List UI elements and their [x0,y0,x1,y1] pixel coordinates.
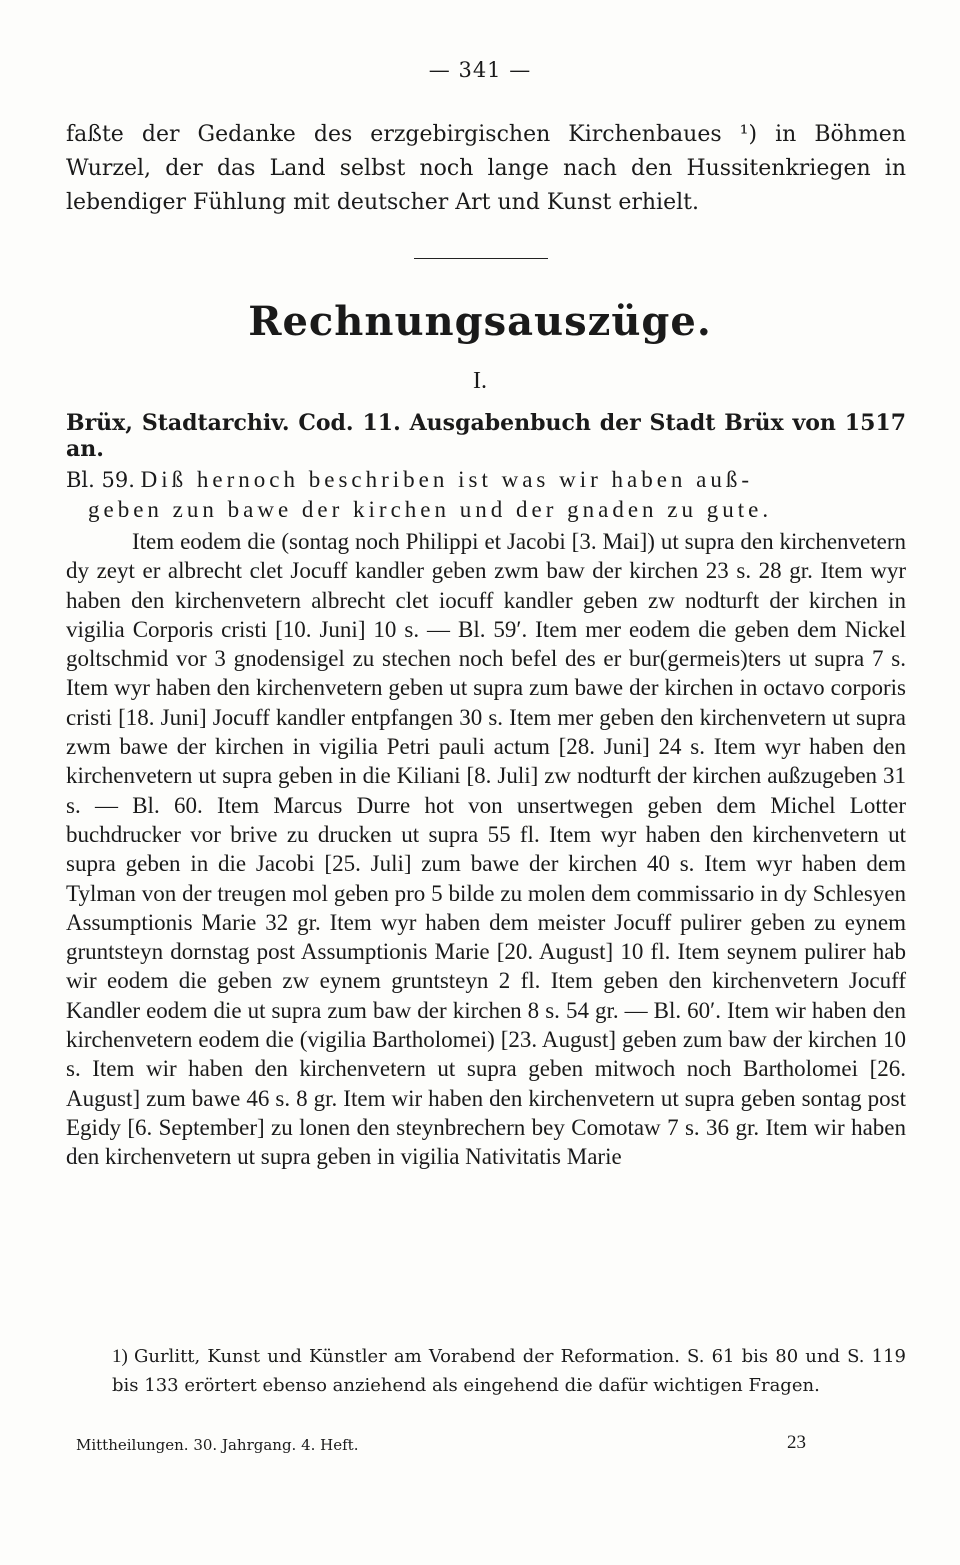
intro-text: faßte der Gedanke des erzgebirgischen Kirchenbaues ¹) in Böhmen Wurzel, der das Land selbst noch lange nach den Hussitenkriegen in lebendiger Fühlung mit deutscher Art und Kunst erhielt. [66,122,906,215]
footnote [112,1342,906,1400]
footnote-text: Gurlitt, Kunst und Künstler am Vorabend der Reformation. S. 61 bis 80 und S. 119 bis 133 erörtert ebenso anziehend als eingehend die dafür wichtigen Fragen. [112,1346,906,1396]
footnote-number: 1) [112,1346,128,1367]
entry-heading-line1: Diß hernoch beschriben ist was wir haben auß- [140,467,754,492]
sheet-number: 23 [787,1432,806,1453]
section-numeral: I. [473,368,487,394]
entry-heading-line2: geben zun bawe der kirchen und der gnaden zu gute. [88,497,773,522]
ledger-body [66,527,906,1172]
section-heading: Rechnungsauszüge. [248,298,712,345]
folio-reference: Bl. 59. [66,468,135,492]
journal-signature: Mittheilungen. 30. Jahrgang. 4. Heft. [76,1436,359,1454]
section-divider [414,258,548,259]
ledger-text: Item eodem die (sontag noch Philippi et Jacobi [3. Mai]) ut supra den kirchenvetern dy zeyt er albrecht clet Jocuff kandler geben zwm baw der kirchen 23 s. 28 gr. Item wyr haben den kirchenvetern albrecht clet iocuff kandler geben zw nodturft der kirchen in vigilia Corporis cristi [10. Juni] 10 s. — Bl. 59′. Item mer eodem die geben dem Nickel goltschmid vor 3 gnodensigel zu stechen noch befel des er bur(germeis)ters ut supra 7 s. Item wyr haben den kirchenvetern geben ut supra zum bawe der kirchen in octavo corporis cristi [18. Juni] Jocuff kandler entpfangen 30 s. Item mer geben den kirchenvetern ut supra zwm bawe der kirchen in vigilia Petri pauli actum [28. Juni] 24 s. Item wyr haben den kirchenvetern ut supra geben in die Kiliani [8. Juli] zw nodturft der kirchen außzugeben 31 s. — Bl. 60. Item Marcus Durre hot von unsertwegen geben dem Michel Lotter buchdrucker vor brive zu drucken ut supra 55 fl. Item wyr haben den kirchenvetern ut supra geben in die Jacobi [25. Juli] zum bawe der kirchen 40 s. Item wyr haben dem Tylman von der treugen mol geben pro 5 bilde zu molen dem commissario in dy Schlesyen Assumptionis Marie 32 gr. Item wyr haben dem meister Jocuff pulirer geben zu eynem gruntsteyn dornstag post Assumptionis Marie [20. August] 10 fl. Item seynem pulirer hab wir eodem die geben zw eynem gruntsteyn 2 fl. Item geben den kirchenvetern Jocuff Kandler eodem die ut supra zum baw der kirchen 8 s. 54 gr. — Bl. 60′. Item wir haben den kirchenvetern eodem die (vigilia Bartholomei) [23. August] geben zum baw der kirchen 10 s. Item wir haben den kirchenvetern ut supra geben mitwoch noch Bartholomei [26. August] zum bawe 46 s. 8 gr. Item wir haben den kirchenvetern ut supra geben sontag post Egidy [6. September] zu lonen den steynbrechern bey Comotaw 7 s. 36 gr. Item wir haben den kirchenvetern ut supra geben in vigilia Nativitatis Marie [66,529,906,1170]
entry-header [66,465,906,525]
source-citation: Brüx, Stadtarchiv. Cod. 11. Ausgabenbuch der Stadt Brüx von 1517 an. [66,410,906,462]
intro-paragraph [66,118,906,220]
page-number: — 341 — [428,58,532,82]
